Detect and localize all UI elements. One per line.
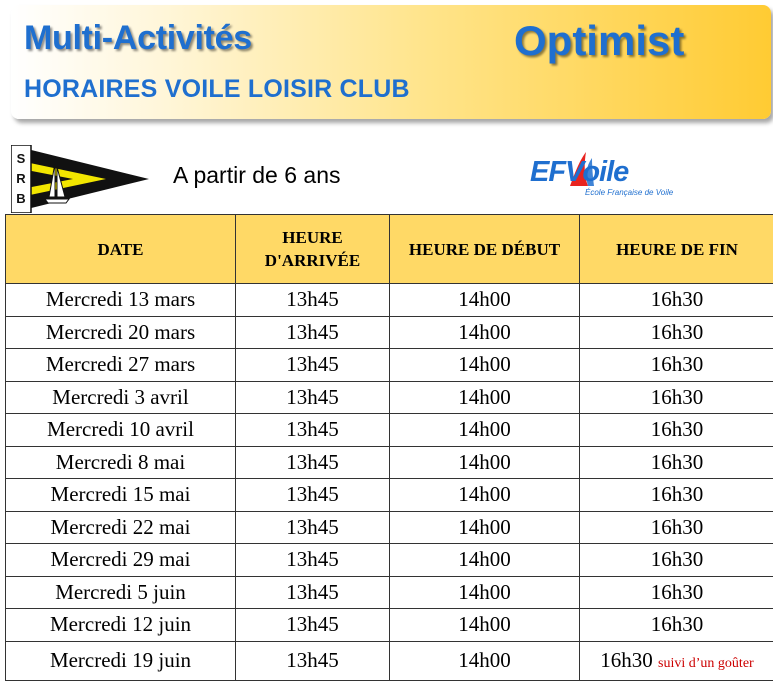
efvoile-tagline: École Française de Voile — [585, 188, 674, 197]
end-cell-text: 16h30 — [650, 319, 704, 344]
start-cell — [390, 609, 580, 642]
date-cell-text: Mercredi 12 juin — [49, 612, 192, 637]
end-cell — [580, 641, 773, 680]
start-cell — [390, 544, 580, 577]
date-cell — [6, 284, 236, 317]
efvoile-logo — [530, 150, 674, 202]
age-requirement: A partir de 6 ans — [173, 162, 341, 188]
start-cell — [390, 511, 580, 544]
arrival-cell-text: 13h45 — [286, 319, 339, 344]
end-cell — [580, 446, 773, 479]
banner-subtitle: HORAIRES VOILE LOISIR CLUB — [24, 75, 410, 103]
arrival-cell-text: 13h45 — [286, 547, 339, 572]
schedule-table — [5, 214, 773, 681]
arrival-cell-text: 13h45 — [286, 352, 339, 377]
end-cell — [580, 576, 773, 609]
end-cell — [580, 349, 773, 382]
arrival-cell — [236, 576, 390, 609]
date-cell-text: Mercredi 5 juin — [55, 579, 186, 604]
date-cell — [6, 576, 236, 609]
end-cell — [580, 284, 773, 317]
table-row — [6, 381, 773, 414]
date-cell-text: Mercredi 20 mars — [45, 319, 196, 344]
arrival-cell-text: 13h45 — [286, 482, 339, 507]
end-cell-text: 16h30 — [650, 449, 704, 474]
arrival-cell-text: 13h45 — [286, 449, 339, 474]
start-cell — [390, 316, 580, 349]
start-cell — [390, 284, 580, 317]
arrival-cell — [236, 511, 390, 544]
date-cell-text: Mercredi 15 mai — [50, 482, 191, 507]
date-cell — [6, 381, 236, 414]
date-cell — [6, 349, 236, 382]
end-cell — [580, 414, 773, 447]
club-flag-logo — [11, 145, 149, 213]
end-cell-text: 16h30 — [650, 547, 704, 572]
arrival-cell — [236, 544, 390, 577]
arrival-cell-text: 13h45 — [286, 384, 339, 409]
date-cell-text: Mercredi 19 juin — [49, 648, 192, 672]
end-cell — [580, 316, 773, 349]
date-cell-text: Mercredi 13 mars — [45, 287, 196, 312]
end-cell-text: 16h30 — [650, 384, 704, 409]
table-header-row — [6, 215, 773, 284]
start-cell-text: 14h00 — [458, 319, 511, 344]
end-note: suivi d’un goûter — [658, 656, 754, 671]
banner-brand: Optimist — [514, 17, 685, 64]
arrival-cell-text: 13h45 — [286, 287, 339, 312]
header-start: HEURE DE DÉBUT — [390, 215, 580, 284]
date-cell — [6, 414, 236, 447]
arrival-cell-text: 13h45 — [286, 612, 339, 637]
header-date: DATE — [6, 215, 236, 284]
date-cell — [6, 544, 236, 577]
end-cell — [580, 609, 773, 642]
start-cell-text: 14h00 — [458, 449, 511, 474]
end-cell — [580, 479, 773, 512]
start-cell — [390, 479, 580, 512]
table-row — [6, 284, 773, 317]
arrival-cell — [236, 479, 390, 512]
arrival-cell-text: 13h45 — [286, 579, 339, 604]
date-cell-text: Mercredi 27 mars — [45, 352, 196, 377]
end-cell-text: 16h30 — [650, 612, 704, 637]
arrival-cell-text: 13h45 — [286, 514, 339, 539]
table-row — [6, 479, 773, 512]
arrival-cell-text: 13h45 — [286, 648, 339, 672]
date-cell-text: Mercredi 8 mai — [55, 449, 186, 474]
arrival-cell — [236, 284, 390, 317]
end-cell-text: 16h30 — [650, 417, 704, 442]
club-letter-s: S — [16, 151, 26, 166]
date-cell-text: Mercredi 3 avril — [52, 384, 189, 409]
end-cell-text: 16h30 — [600, 648, 653, 672]
start-cell-text: 14h00 — [458, 482, 511, 507]
start-cell-text: 14h00 — [458, 514, 511, 539]
table-row — [6, 316, 773, 349]
arrival-cell — [236, 414, 390, 447]
date-cell — [6, 316, 236, 349]
end-cell-text: 16h30 — [650, 352, 704, 377]
start-cell — [390, 381, 580, 414]
start-cell-text: 14h00 — [458, 287, 511, 312]
arrival-cell — [236, 446, 390, 479]
date-cell-text: Mercredi 10 avril — [47, 417, 194, 442]
start-cell — [390, 414, 580, 447]
table-row — [6, 446, 773, 479]
end-cell — [580, 511, 773, 544]
banner-title: Multi-Activités — [24, 19, 252, 57]
end-cell-text: 16h30 — [650, 514, 704, 539]
date-cell-text: Mercredi 22 mai — [50, 514, 191, 539]
header-arrival: HEURE D'ARRIVÉE — [236, 215, 390, 284]
header-banner — [11, 5, 771, 119]
date-cell — [6, 641, 236, 680]
club-letter-r: R — [16, 171, 26, 186]
start-cell — [390, 576, 580, 609]
arrival-cell — [236, 641, 390, 680]
start-cell-text: 14h00 — [458, 648, 511, 672]
start-cell — [390, 446, 580, 479]
end-cell — [580, 544, 773, 577]
date-cell — [6, 609, 236, 642]
arrival-cell — [236, 381, 390, 414]
club-letter-b: B — [16, 191, 26, 206]
end-cell — [580, 381, 773, 414]
efvoile-wordmark: EFVoile — [530, 156, 629, 188]
table-row — [6, 576, 773, 609]
start-cell-text: 14h00 — [458, 579, 511, 604]
arrival-cell — [236, 349, 390, 382]
start-cell-text: 14h00 — [458, 417, 511, 442]
start-cell — [390, 641, 580, 680]
end-cell-text: 16h30 — [650, 579, 704, 604]
arrival-cell — [236, 609, 390, 642]
start-cell-text: 14h00 — [458, 612, 511, 637]
start-cell-text: 14h00 — [458, 547, 511, 572]
date-cell-text: Mercredi 29 mai — [50, 547, 191, 572]
table-row — [6, 349, 773, 382]
table-row — [6, 641, 773, 680]
arrival-cell-text: 13h45 — [286, 417, 339, 442]
start-cell-text: 14h00 — [458, 352, 511, 377]
end-cell-text: 16h30 — [650, 482, 704, 507]
arrival-cell — [236, 316, 390, 349]
table-row — [6, 544, 773, 577]
table-row — [6, 609, 773, 642]
date-cell — [6, 511, 236, 544]
table-row — [6, 414, 773, 447]
date-cell — [6, 479, 236, 512]
end-cell-text: 16h30 — [650, 287, 704, 312]
start-cell-text: 14h00 — [458, 384, 511, 409]
header-end: HEURE DE FIN — [580, 215, 773, 284]
start-cell — [390, 349, 580, 382]
date-cell — [6, 446, 236, 479]
table-row — [6, 511, 773, 544]
